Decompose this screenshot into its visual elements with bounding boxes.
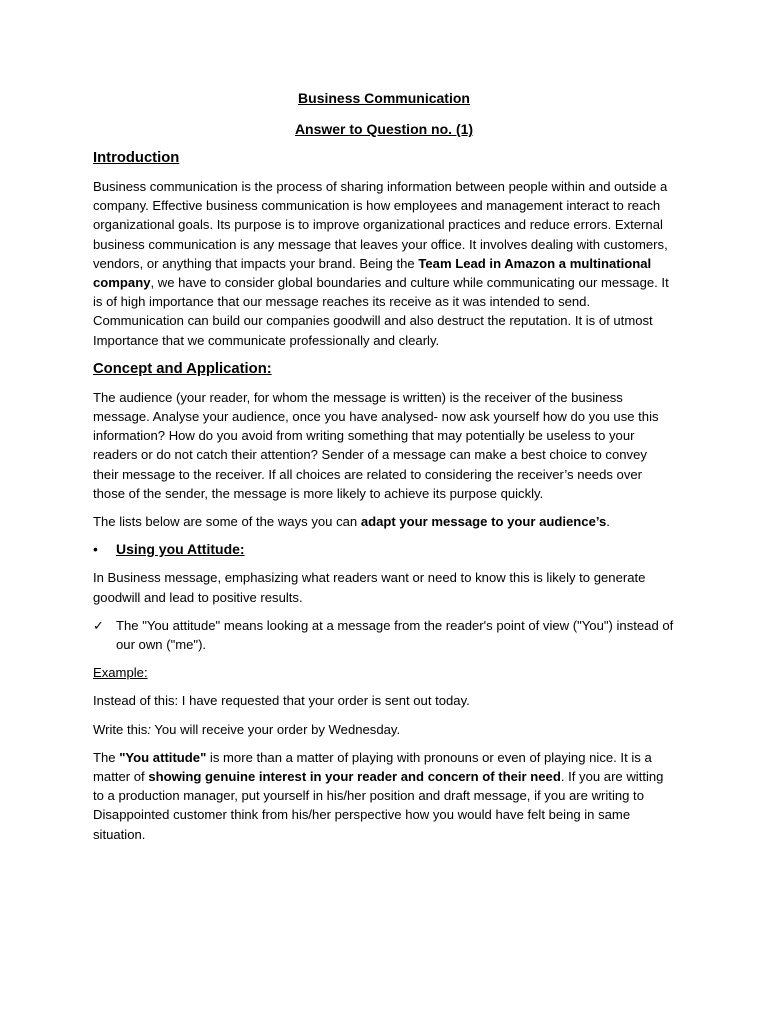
- document-title: Business Communication: [298, 90, 470, 106]
- example-label: Example:: [93, 665, 148, 681]
- write-this-line: Write this: You will receive your order by Wednesday.: [93, 721, 401, 737]
- lists-intro-paragraph: The lists below are some of the ways you can adapt your message to your audience’s.: [93, 514, 610, 530]
- instead-line: Instead of this: I have requested that your order is sent out today.: [93, 693, 470, 709]
- introduction-heading: Introduction: [93, 150, 180, 166]
- checkmark-icon: ✓: [93, 617, 104, 633]
- you-attitude-explanation: The "You attitude" is more than a matter of playing with pronouns or even of playing nice. It is a matter of showing genuine interest in your reader and concern of their need. If you are witting to a production manager, put yourself in his/her position and draft message, if you are writing to Disappointed customer think from his/her perspective how you would have felt being in same situation.: [93, 749, 664, 842]
- team-lead-emphasis: Team Lead in Amazon a multinational company: [93, 255, 652, 291]
- document-page: [93, 88, 675, 853]
- you-attitude-emphasis: "You attitude": [119, 749, 207, 765]
- you-attitude-bullet: [93, 540, 675, 559]
- you-attitude-paragraph: In Business message, emphasizing what readers want or need to know this is likely to generate goodwill and lead to positive results.: [93, 570, 646, 605]
- introduction-paragraph: Business communication is the process of sharing information between people within and outside a company. Effective business communication is how employees and management interact to reach organizational goals. Its purpose is to improve organizational practices and reduce errors. External business communication is any message that leaves your office. It involves dealing with customers, vendors, or anything that impacts your brand. Being the Team Lead in Amazon a multinational company, we have to consider global boundaries and culture while communicating our message. It is of high importance that our message reaches its receive as it was intended to send. Communication can build our companies goodwill and also destruct the reputation. It is of utmost Importance that we communicate professionally and clearly.: [93, 179, 669, 348]
- you-attitude-heading: Using you Attitude:: [116, 541, 245, 558]
- you-attitude-checkpoint: [93, 616, 675, 654]
- checkpoint-text: The "You attitude" means looking at a message from the reader's point of view ("You") instead of our own ("me").: [116, 617, 674, 653]
- bullet-icon: •: [93, 541, 98, 558]
- adapt-message-emphasis: adapt your message to your audience’s: [360, 514, 607, 530]
- concept-heading: Concept and Application:: [93, 360, 272, 377]
- document-subtitle: Answer to Question no. (1): [294, 121, 474, 137]
- concept-paragraph: The audience (your reader, for whom the message is written) is the receiver of the business message. Analyse your audience, once you have analysed- now ask yourself how do you use this information? How do you avoid from writing something that may potentially be useless to your readers or do not catch their attention? Sender of a message can make a best choice to convey their message to the receiver. If all choices are related to considering the receiver’s needs over those of the sender, the message is more likely to achieve its purpose quickly.: [93, 389, 659, 501]
- genuine-interest-emphasis: showing genuine interest in your reader and concern of their need: [148, 769, 561, 785]
